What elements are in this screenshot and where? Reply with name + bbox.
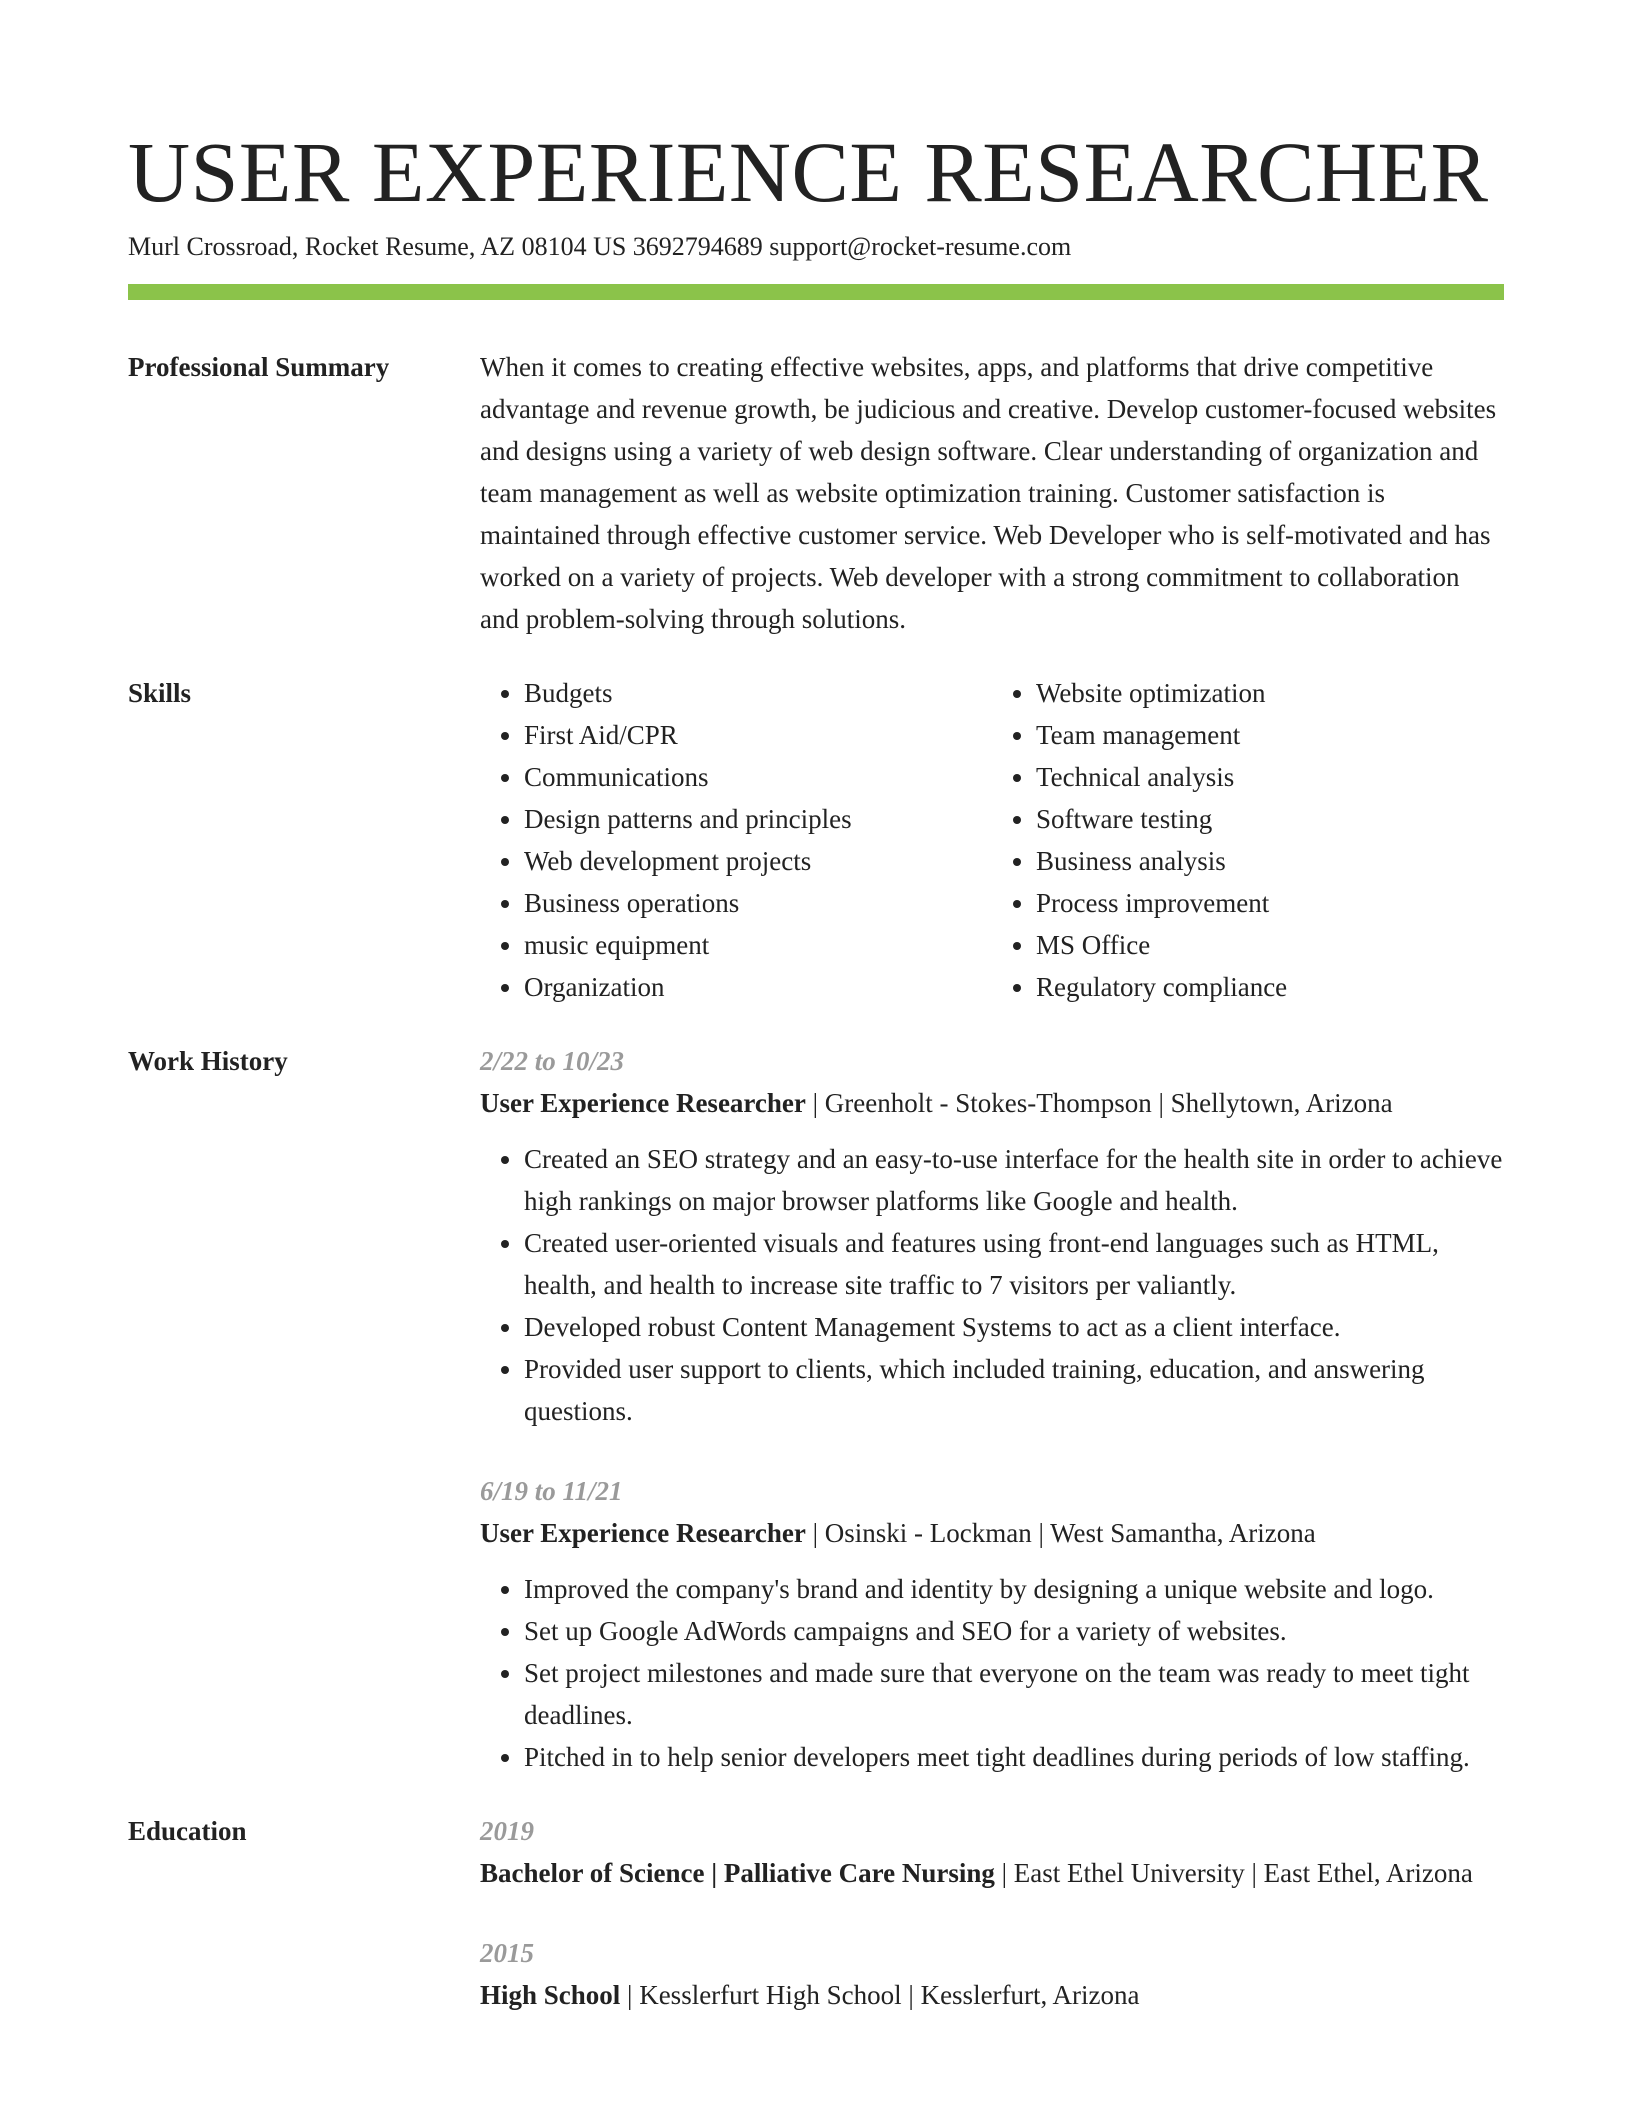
resume-page (128, 124, 1504, 2016)
education-school-location: | Kesslerfurt High School | Kesslerfurt, Arizona (620, 1980, 1140, 2010)
education-entry (480, 1810, 1504, 1894)
skills-list-right (992, 672, 1504, 1008)
job-bullet: • Set project milestones and made sure that everyone on the team was ready to meet tight deadlines. (524, 1652, 1504, 1736)
education-body (480, 1810, 1504, 2016)
work-history-body (480, 1040, 1504, 1778)
skill-item: • Organization (524, 966, 992, 1008)
job-title-line (480, 1512, 1504, 1554)
job-title-line (480, 1082, 1504, 1124)
skills-columns (480, 672, 1504, 1008)
job-bullet: • Created user-oriented visuals and features using front-end languages such as HTML, health, and health to increase site traffic to 7 visitors per valiantly. (524, 1222, 1504, 1306)
section-label-summary: Professional Summary (128, 352, 390, 382)
skill-item: • First Aid/CPR (524, 714, 992, 756)
job-role: User Experience Researcher (480, 1088, 806, 1118)
skill-item: • Software testing (1036, 798, 1504, 840)
skill-item: • Business analysis (1036, 840, 1504, 882)
skills-list-left (480, 672, 992, 1008)
summary-section (128, 346, 1504, 640)
job-bullets (480, 1568, 1504, 1778)
job-entry (480, 1040, 1504, 1432)
job-bullet: • Developed robust Content Management Systems to act as a client interface. (524, 1306, 1504, 1348)
summary-text: When it comes to creating effective websites, apps, and platforms that drive competitive advantage and revenue growth, be judicious and creative. Develop customer-focused websites and designs using a variety of web design software. Clear understanding of organization and team management as well as website optimization training. Customer satisfaction is maintained through effective customer service. Web Developer who is self-motivated and has worked on a variety of projects. Web developer with a strong commitment to collaboration and problem-solving through solutions. (480, 352, 1497, 634)
skills-section (128, 672, 1504, 1008)
skill-item: • Business operations (524, 882, 992, 924)
education-line (480, 1852, 1504, 1894)
resume-title: USER EXPERIENCE RESEARCHER (128, 124, 1489, 220)
skill-item: • Design patterns and principles (524, 798, 992, 840)
skill-item: • Web development projects (524, 840, 992, 882)
section-label-education: Education (128, 1816, 247, 1846)
job-bullet: • Created an SEO strategy and an easy-to-use interface for the health site in order to achieve high rankings on major browser platforms like Google and health. (524, 1138, 1504, 1222)
skill-item: • MS Office (1036, 924, 1504, 966)
skill-item: • Technical analysis (1036, 756, 1504, 798)
skill-item: • Regulatory compliance (1036, 966, 1504, 1008)
section-label-work: Work History (128, 1046, 288, 1076)
job-employer-location: | Osinski - Lockman | West Samantha, Arizona (805, 1518, 1316, 1548)
skills-body (480, 672, 1504, 1008)
job-bullet: • Set up Google AdWords campaigns and SEO for a variety of websites. (524, 1610, 1504, 1652)
education-date: 2015 (480, 1938, 534, 1968)
skill-item: • Budgets (524, 672, 992, 714)
job-bullet: • Improved the company's brand and identity by designing a unique website and logo. (524, 1568, 1504, 1610)
summary-body (480, 346, 1504, 640)
skill-item: • music equipment (524, 924, 992, 966)
job-date: 6/19 to 11/21 (480, 1476, 623, 1506)
education-degree: Bachelor of Science | Palliative Care Nursing (480, 1858, 995, 1888)
job-entry (480, 1470, 1504, 1778)
contact-line: Murl Crossroad, Rocket Resume, AZ 08104 US 3692794689 support@rocket-resume.com (128, 232, 1072, 261)
education-degree: High School (480, 1980, 621, 2010)
education-school-location: | East Ethel University | East Ethel, Arizona (994, 1858, 1473, 1888)
job-employer-location: | Greenholt - Stokes-Thompson | Shellytown, Arizona (805, 1088, 1393, 1118)
job-bullet: • Pitched in to help senior developers meet tight deadlines during periods of low staffing. (524, 1736, 1504, 1778)
education-line (480, 1974, 1504, 2016)
job-bullet: • Provided user support to clients, which included training, education, and answering questions. (524, 1348, 1504, 1432)
skill-item: • Website optimization (1036, 672, 1504, 714)
education-section (128, 1810, 1504, 2016)
skill-item: • Process improvement (1036, 882, 1504, 924)
job-date: 2/22 to 10/23 (480, 1046, 625, 1076)
skill-item: • Communications (524, 756, 992, 798)
section-label-skills: Skills (128, 678, 192, 708)
job-bullets (480, 1138, 1504, 1432)
education-date: 2019 (480, 1816, 534, 1846)
skill-item: • Team management (1036, 714, 1504, 756)
work-history-section (128, 1040, 1504, 1778)
education-entry (480, 1932, 1504, 2016)
accent-divider (128, 284, 1504, 300)
job-role: User Experience Researcher (480, 1518, 806, 1548)
